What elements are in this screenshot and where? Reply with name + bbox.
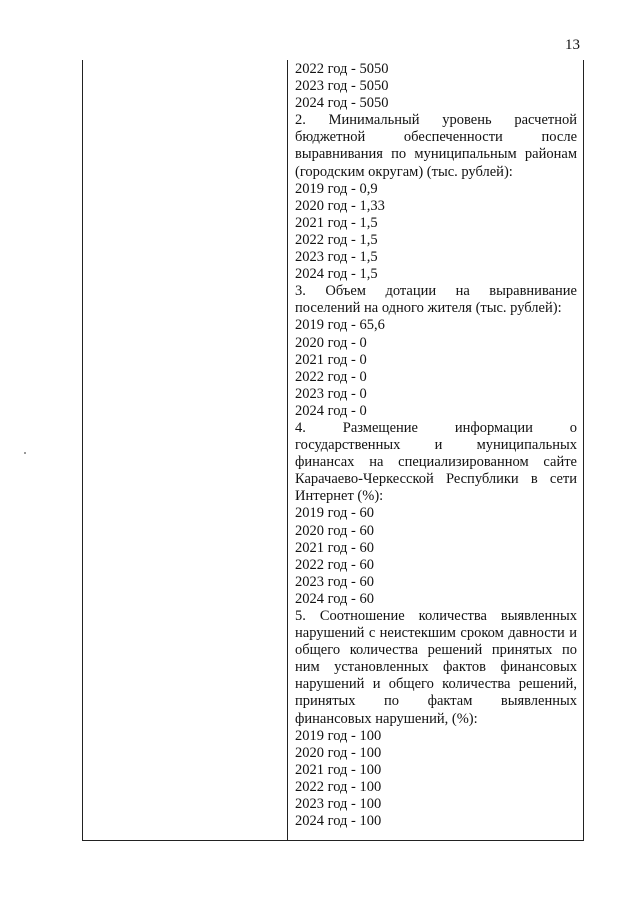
- value-line: 2024 год - 100: [295, 813, 382, 830]
- value-line: 2021 год - 1,5: [295, 214, 378, 231]
- value-line: 2024 год - 60: [295, 590, 374, 607]
- value-line: 2021 год - 0: [295, 351, 367, 368]
- value-line: 2022 год - 60: [295, 556, 374, 573]
- value-line: 2023 год - 100: [295, 796, 382, 813]
- indicator-heading-5: 5. Соотношение количества выявленных нарушений с неистекшим сроком давности и общего количества решений принятых по ним установленных фактов финансовых нарушений и общего количества решений, принятых по фактам выявленных финансовых нарушений, (%):: [295, 608, 577, 727]
- value-line: 2021 год - 60: [295, 539, 374, 556]
- value-line: 2022 год - 1,5: [295, 231, 378, 248]
- indicator-heading-3: 3. Объем дотации на выравнивание поселений на одного жителя (тыс. рублей):: [295, 283, 577, 317]
- value-line: 2019 год - 0,9: [295, 180, 378, 197]
- margin-mark: [24, 452, 26, 454]
- value-line: 2020 год - 0: [295, 334, 367, 351]
- value-line: 2019 год - 100: [295, 727, 382, 744]
- value-line: 2024 год - 5050: [295, 95, 389, 112]
- value-line: 2022 год - 0: [295, 368, 367, 385]
- value-line: 2024 год - 0: [295, 402, 367, 419]
- table-right-cell: [288, 60, 583, 840]
- value-line: 2023 год - 1,5: [295, 249, 378, 266]
- indicators-table: [82, 60, 584, 841]
- value-line: 2019 год - 60: [295, 505, 374, 522]
- indicator-heading-4: 4. Размещение информации о государственных и муниципальных финансах на специализированном сайте Карачаево-Черкесской Республики в сети Интернет (%):: [295, 419, 577, 505]
- value-line: 2022 год - 100: [295, 778, 382, 795]
- value-line: 2022 год - 5050: [295, 61, 389, 77]
- value-line: 2023 год - 5050: [295, 78, 389, 95]
- page-number: 13: [565, 37, 580, 53]
- value-line: 2023 год - 60: [295, 573, 374, 590]
- value-line: 2020 год - 1,33: [295, 197, 385, 214]
- table-left-cell: [83, 60, 288, 840]
- value-line: 2019 год - 65,6: [295, 317, 385, 334]
- value-line: 2020 год - 100: [295, 744, 382, 761]
- value-line: 2021 год - 100: [295, 761, 382, 778]
- value-line: 2024 год - 1,5: [295, 266, 378, 283]
- value-line: 2020 год - 60: [295, 522, 374, 539]
- indicator-heading-2: 2. Минимальный уровень расчетной бюджетной обеспеченности после выравнивания по муниципальным районам (городским округам) (тыс. рублей):: [295, 112, 577, 180]
- value-line: 2023 год - 0: [295, 385, 367, 402]
